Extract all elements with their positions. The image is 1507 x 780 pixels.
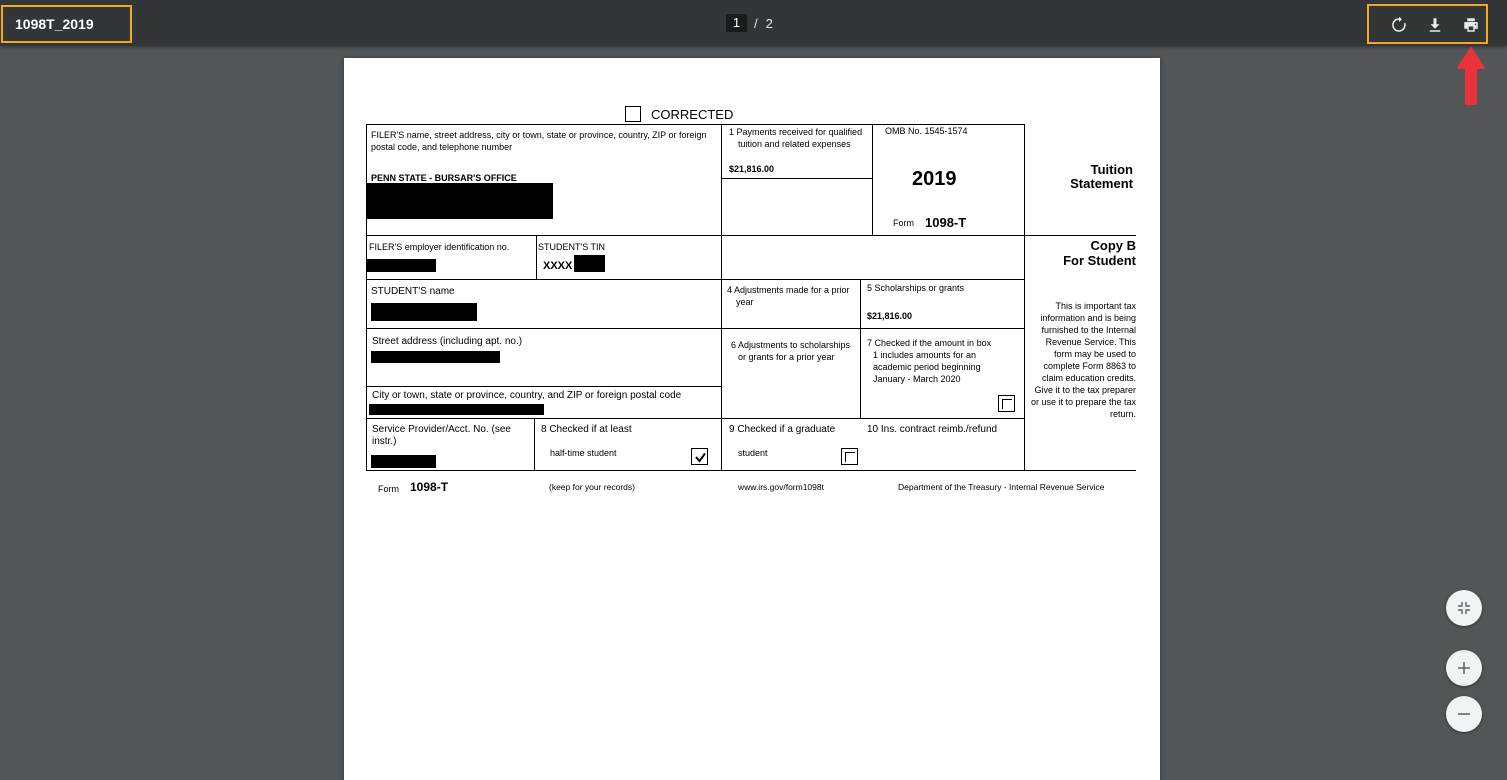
rotate-icon (1390, 16, 1408, 34)
pdf-toolbar (0, 0, 1507, 46)
box1-value: $21,816.00 (729, 164, 775, 174)
download-button[interactable] (1424, 14, 1446, 36)
box8-checkbox (691, 448, 708, 465)
footer-dept: Department of the Treasury - Internal Revenue Service (898, 482, 1105, 492)
footer-form-number: 1098-T (410, 480, 449, 494)
for-student-label: For Student (1063, 253, 1136, 268)
service-provider-label: Service Provider/Acct. No. (see instr.) (372, 424, 511, 447)
download-icon (1426, 16, 1444, 34)
corrected-label: CORRECTED (651, 107, 734, 122)
page-separator: / (754, 15, 758, 31)
zoom-out-icon (1456, 706, 1472, 722)
print-icon (1462, 16, 1480, 34)
box7-label: 7 Checked if the amount in box 1 includes amounts for an academic period beginning January - March 2020 (867, 338, 992, 384)
box10-label: 10 Ins. contract reimb./refund (867, 424, 998, 435)
box5-value: $21,816.00 (867, 311, 913, 321)
redacted-street (371, 351, 500, 363)
footer-form-word: Form (378, 484, 399, 494)
city-label: City or town, state or province, country, and ZIP or foreign postal code (372, 390, 682, 401)
box6-label: 6 Adjustments to scholarships or grants for a prior year (731, 340, 851, 362)
box9-label: 9 Checked if a graduate (729, 424, 836, 435)
redacted-filer-address (366, 183, 553, 219)
street-label: Street address (including apt. no.) (372, 336, 523, 347)
filer-name: PENN STATE - BURSAR'S OFFICE (371, 173, 517, 183)
corrected-checkbox (625, 106, 641, 122)
redacted-student-name (371, 303, 477, 321)
copy-b-label: Copy B (1090, 238, 1136, 253)
toolbar-actions (1367, 4, 1488, 44)
footer-url: www.irs.gov/form1098t (738, 482, 824, 492)
total-pages: 2 (765, 15, 773, 31)
box9-checkbox (841, 448, 858, 465)
form-number: 1098-T (925, 215, 967, 230)
side-title: Tuition Statement (1070, 162, 1133, 191)
redacted-tin (574, 255, 605, 272)
footer-keep: (keep for your records) (549, 482, 635, 492)
redacted-ein (366, 259, 436, 272)
student-tin-label: STUDENT'S TIN (538, 242, 606, 252)
checkmark-icon (692, 449, 709, 466)
zoom-out-button[interactable] (1446, 696, 1482, 732)
document-title: 1098T_2019 (1, 5, 132, 43)
redacted-account (371, 455, 436, 468)
pdf-page (344, 58, 1160, 780)
box4-label: 4 Adjustments made for a prior year (727, 285, 850, 307)
box5-label: 5 Scholarships or grants (867, 283, 965, 293)
fit-icon (1456, 600, 1472, 616)
box7-checkbox (998, 395, 1015, 412)
omb-number: OMB No. 1545-1574 (885, 126, 968, 136)
zoom-in-button[interactable] (1446, 650, 1482, 686)
current-page-input[interactable]: 1 (726, 14, 747, 32)
student-tin-prefix: XXXX (543, 260, 573, 272)
student-name-label: STUDENT'S name (371, 286, 455, 297)
zoom-in-icon (1456, 660, 1472, 676)
annotation-arrow (1456, 44, 1486, 110)
box8-label: 8 Checked if at least (541, 424, 632, 435)
page-indicator (726, 14, 773, 32)
filer-ein-label: FILER'S employer identification no. (369, 242, 510, 252)
print-button[interactable] (1460, 14, 1482, 36)
form-year: 2019 (912, 168, 957, 190)
redacted-city (369, 404, 544, 415)
rotate-button[interactable] (1388, 14, 1410, 36)
form-word: Form (893, 218, 914, 228)
box8-sub: half-time student (550, 448, 617, 458)
box9-sub: student (738, 448, 768, 458)
filer-label: FILER'S name, street address, city or town, state or province, country, ZIP or foreign postal code, and telephone number (371, 130, 707, 152)
side-note: This is important tax information and is being furnished to the Internal Revenue Service. This form may be used to complete Form 8863 to claim education credits. Give it to the tax preparer or use it to prepare the tax return. (1030, 301, 1136, 419)
box1-label: 1 Payments received for qualified tuition and related expenses (729, 127, 863, 149)
fit-page-button[interactable] (1446, 590, 1482, 626)
